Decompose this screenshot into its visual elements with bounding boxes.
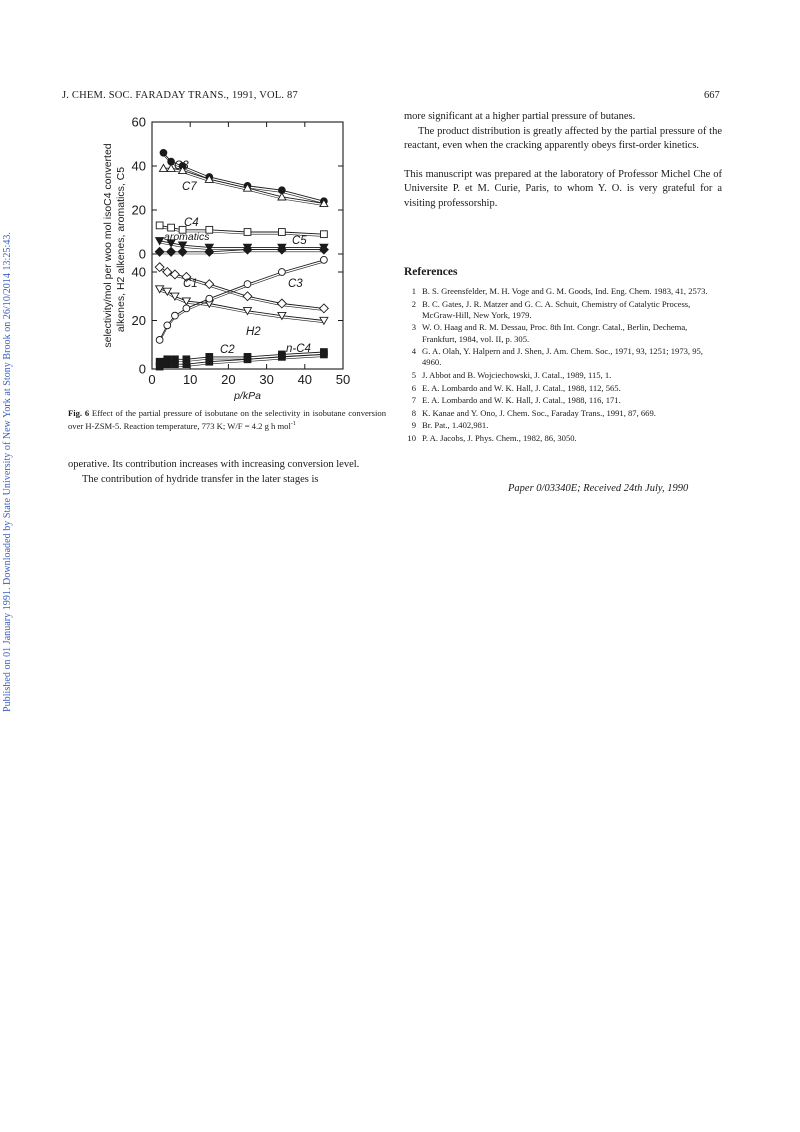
reference-item [404,395,724,406]
data-point [244,229,251,236]
reference-text: B. C. Gates, J. R. Matzer and G. C. A. Schuit, Chemistry of Catalytic Process, McGraw-Hill, New York, 1979. [422,298,691,320]
series-label-C7: C7 [182,181,197,193]
series-label-C4: C4 [184,217,199,229]
data-point [320,304,329,313]
reference-text: Br. Pat., 1.402,981. [422,420,489,431]
reference-text: P. A. Jacobs, J. Phys. Chem., 1982, 86, 3050. [422,432,577,443]
y-tick-label: 20 [131,202,146,218]
series-label-C3: C3 [288,278,303,290]
x-tick-label: 40 [297,372,313,387]
data-point [206,295,213,302]
y-tick-label: 40 [131,264,146,280]
reference-number: 4 [411,346,416,357]
download-watermark-text: Published on 01 January 1991. Downloaded by State University of New York at Stony Brook on 26/10/2014 13:25:43. [2,232,13,712]
series-label-C1: C1 [183,278,198,290]
series-line-H2 [160,289,324,321]
reference-number: 2 [411,298,416,309]
reference-text: E. A. Lombardo and W. K. Hall, J. Catal., 1988, 112, 565. [422,382,621,393]
reference-item [404,370,724,381]
download-watermark [2,192,16,712]
series-label-H2: H2 [246,326,261,338]
reference-item [404,286,724,297]
references-list [404,286,724,446]
data-point [167,247,176,256]
series-label-C3: C3 [174,160,189,172]
y-tick-label: 60 [131,114,146,130]
series-label-n-C4: n-C4 [286,343,311,355]
series-label-C2: C2 [220,344,235,356]
reference-text: W. O. Haag and R. M. Dessau, Proc. 8th Int. Congr. Catal., Berlin, Dechema, Frankfurt, 1984, vol. II, p. 305. [422,322,688,344]
figure-caption-text: Effect of the partial pressure of isobutane on the selectivity in isobutane conversion over H-ZSM-5. Reaction temperature, 773 K; W/F = 4.2 g h mol [68,408,386,432]
x-tick-label: 0 [148,372,156,387]
series-label-C5: C5 [292,235,307,247]
series-label-aromatics: aromatics [164,231,210,243]
data-point [183,361,190,368]
data-point [172,312,179,319]
reference-item [404,408,724,419]
data-point [278,353,285,360]
x-tick-label: 30 [259,372,274,387]
left-para-2: The contribution of hydride transfer in the later stages is [82,473,319,485]
reference-text: J. Abbot and B. Wojciechowski, J. Catal., 1989, 115, 1. [422,369,612,380]
figure-caption-sup: -1 [290,421,296,428]
data-point [183,305,190,312]
reference-item [404,346,724,368]
running-head: J. CHEM. SOC. FARADAY TRANS., 1991, VOL. 87 [62,90,298,101]
data-point [155,263,164,272]
reference-number: 8 [411,407,416,418]
figure-6-chart [100,112,360,406]
data-point [156,363,163,370]
data-point [244,356,251,363]
data-point [178,247,187,256]
right-para-1: more significant at a higher partial pressure of butanes. [404,111,636,122]
y-tick-label: 0 [138,246,146,262]
data-point [321,231,328,238]
y-tick-label: 20 [131,313,146,328]
data-point [156,286,164,293]
y-tick-label: 40 [131,158,146,174]
data-point [320,317,328,324]
reference-item [404,322,724,344]
data-point [278,269,285,276]
figure-caption [68,408,386,433]
data-point [156,337,163,344]
reference-item [404,383,724,394]
data-point [172,361,179,368]
y-tick-label: 0 [138,361,146,377]
reference-number: 6 [411,382,416,393]
reference-text: E. A. Lombardo and W. K. Hall, J. Catal., 1988, 116, 171. [422,395,621,406]
y-axis-label: selectivity/mol per woo mol isoC4 converted [102,143,114,348]
reference-number: 10 [407,432,416,443]
reference-item [404,433,724,444]
acknowledgement: This manuscript was prepared at the laboratory of Professor Michel Che of Universite P. et M. Curie, Paris, to whom Y. O. is very grateful for a visiting professorship. [404,168,722,209]
reference-item [404,299,724,321]
reference-text: G. A. Olah, Y. Halpern and J. Shen, J. Am. Chem. Soc., 1971, 93, 1251; 1973, 95, 4960. [422,346,703,368]
data-point [278,229,285,236]
reference-number: 1 [411,286,416,296]
reference-number: 5 [411,369,416,380]
paper-received-line: Paper 0/03340E; Received 24th July, 1990 [508,483,689,494]
data-point [160,149,167,156]
x-tick-label: 50 [335,372,351,387]
left-para-1: operative. Its contribution increases with increasing conversion level. [68,459,360,470]
page-number: 667 [704,90,720,101]
left-column-body [68,458,386,487]
x-axis-label: p/kPa [234,390,261,402]
data-point [321,256,328,263]
data-point [277,299,286,308]
reference-item [404,420,724,431]
reference-text: K. Kanae and Y. Ono, J. Chem. Soc., Faraday Trans., 1991, 87, 669. [422,407,656,418]
data-point [205,247,214,256]
reference-number: 3 [411,322,416,333]
data-point [206,358,213,365]
reference-number: 7 [411,395,416,406]
figure-caption-label: Fig. 6 [68,408,90,418]
reference-text: B. S. Greensfelder, M. H. Voge and G. M. Goods, Ind. Eng. Chem. 1983, 41, 2573. [422,286,708,296]
y-axis-label-2: alkenes, H2 alkenes, aromatics, C5 [115,166,127,333]
data-point [164,361,171,368]
reference-number: 9 [411,420,416,431]
data-point [244,281,251,288]
data-point [163,288,171,295]
data-point [156,222,163,229]
right-para-2: The product distribution is greatly affected by the partial pressure of the reactant, even when the cracking apparently obeys first-order kinetics. [404,125,722,151]
right-column-body [404,110,722,211]
data-point [168,224,175,231]
references-heading: References [404,266,458,278]
data-point [164,322,171,329]
x-tick-label: 10 [182,372,198,387]
data-point [321,351,328,358]
x-tick-label: 20 [221,372,236,387]
data-point [155,247,164,256]
